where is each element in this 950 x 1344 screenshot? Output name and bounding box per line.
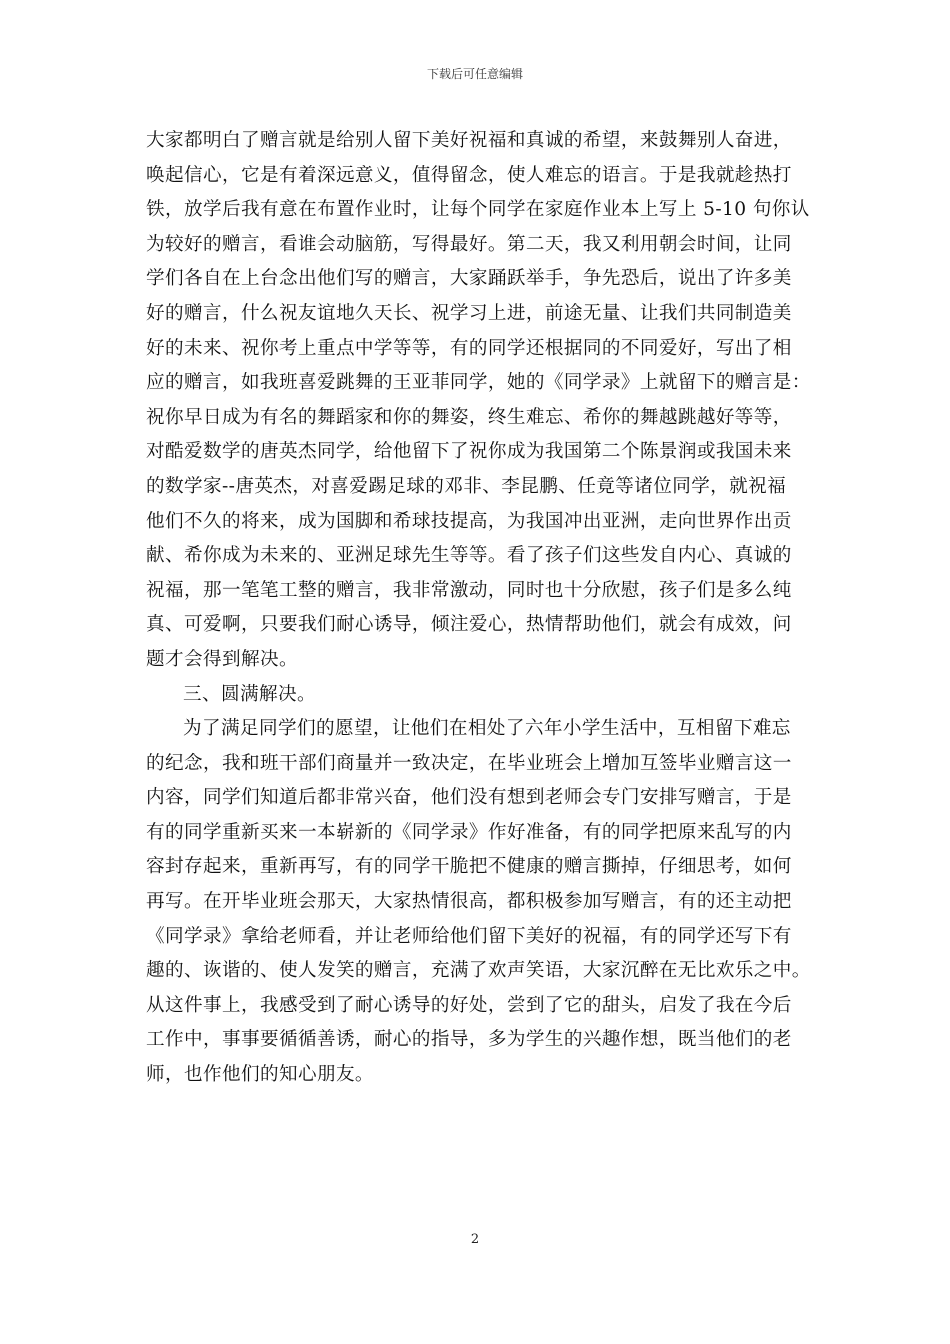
text-line: 应的赠言，如我班喜爱跳舞的王亚菲同学，她的《同学录》上就留下的赠言是：	[146, 372, 811, 394]
text-line: 对酷爱数学的唐英杰同学，给他留下了祝你成为我国第二个陈景润或我国未来	[146, 441, 792, 463]
text-line: 好的未来、祝你考上重点中学等等，有的同学还根据同的不同爱好，写出了相	[146, 337, 792, 359]
page-number: 2	[470, 1232, 480, 1247]
text-line: 大家都明白了赠言就是给别人留下美好祝福和真诚的希望，来鼓舞别人奋进，	[146, 130, 792, 151]
text-line: 题才会得到解决。	[146, 648, 298, 670]
text-line: 再写。在开毕业班会那天，大家热情很高，都积极参加写赠言，有的还主动把	[146, 891, 792, 913]
text-line: 好的赠言，什么祝友谊地久天长、祝学习上进，前途无量、让我们共同制造美	[146, 302, 792, 324]
text-line: 唤起信心，它是有着深远意义，值得留念，使人难忘的语言。于是我就趁热打	[146, 164, 792, 186]
text-line: 师，也作他们的知心朋友。	[146, 1064, 374, 1086]
text-line: 他们不久的将来，成为国脚和希球技提高，为我国冲出亚洲，走向世界作出贡	[146, 510, 792, 532]
document-body	[146, 124, 811, 1093]
text-line: 祝你早日成为有名的舞蹈家和你的舞姿，终生难忘、希你的舞越跳越好等等，	[146, 406, 792, 428]
section-heading: 三、圆满解决。	[183, 683, 316, 705]
text-line: 有的同学重新买来一本崭新的《同学录》作好准备，有的同学把原来乱写的内	[146, 821, 792, 843]
text-line: 趣的、诙谐的、使人发笑的赠言，充满了欢声笑语，大家沉醉在无比欢乐之中。	[146, 960, 811, 982]
text-line: 从这件事上，我感受到了耐心诱导的好处，尝到了它的甜头，启发了我在今后	[146, 994, 792, 1016]
text-line: 献、希你成为未来的、亚洲足球先生等等。看了孩子们这些发自内心、真诚的	[146, 545, 792, 567]
text-line: 《同学录》拿给老师看，并让老师给他们留下美好的祝福，有的同学还写下有	[146, 925, 792, 947]
text-line: 学们各自在上台念出他们写的赠言，大家踊跃举手，争先恐后，说出了许多美	[146, 268, 792, 290]
text-line: 铁，放学后我有意在布置作业时，让每个同学在家庭作业本上写上 5-10 句你认	[146, 199, 810, 221]
text-line: 的数学家--唐英杰，对喜爱踢足球的邓非、李昆鹏、任竟等诸位同学，就祝福	[146, 475, 787, 497]
text-line: 的纪念，我和班干部们商量并一致决定，在毕业班会上增加互签毕业赠言这一	[146, 752, 792, 774]
text-line: 祝福，那一笔笔工整的赠言，我非常激动，同时也十分欣慰，孩子们是多么纯	[146, 579, 792, 601]
page-header: 下载后可任意编辑	[426, 67, 523, 81]
text-line: 容封存起来，重新再写，有的同学干脆把不健康的赠言撕掉，仔细思考，如何	[146, 856, 792, 878]
paragraph-first-line: 为了满足同学们的愿望，让他们在相处了六年小学生活中，互相留下难忘	[183, 718, 791, 740]
text-line: 真、可爱啊，只要我们耐心诱导，倾注爱心，热情帮助他们，就会有成效，问	[146, 614, 792, 636]
text-line: 工作中，事事要循循善诱，耐心的指导，多为学生的兴趣作想，既当他们的老	[146, 1029, 792, 1051]
text-line: 内容，同学们知道后都非常兴奋，他们没有想到老师会专门安排写赠言，于是	[146, 787, 792, 809]
text-line: 为较好的赠言，看谁会动脑筋，写得最好。第二天，我又利用朝会时间，让同	[146, 233, 792, 255]
